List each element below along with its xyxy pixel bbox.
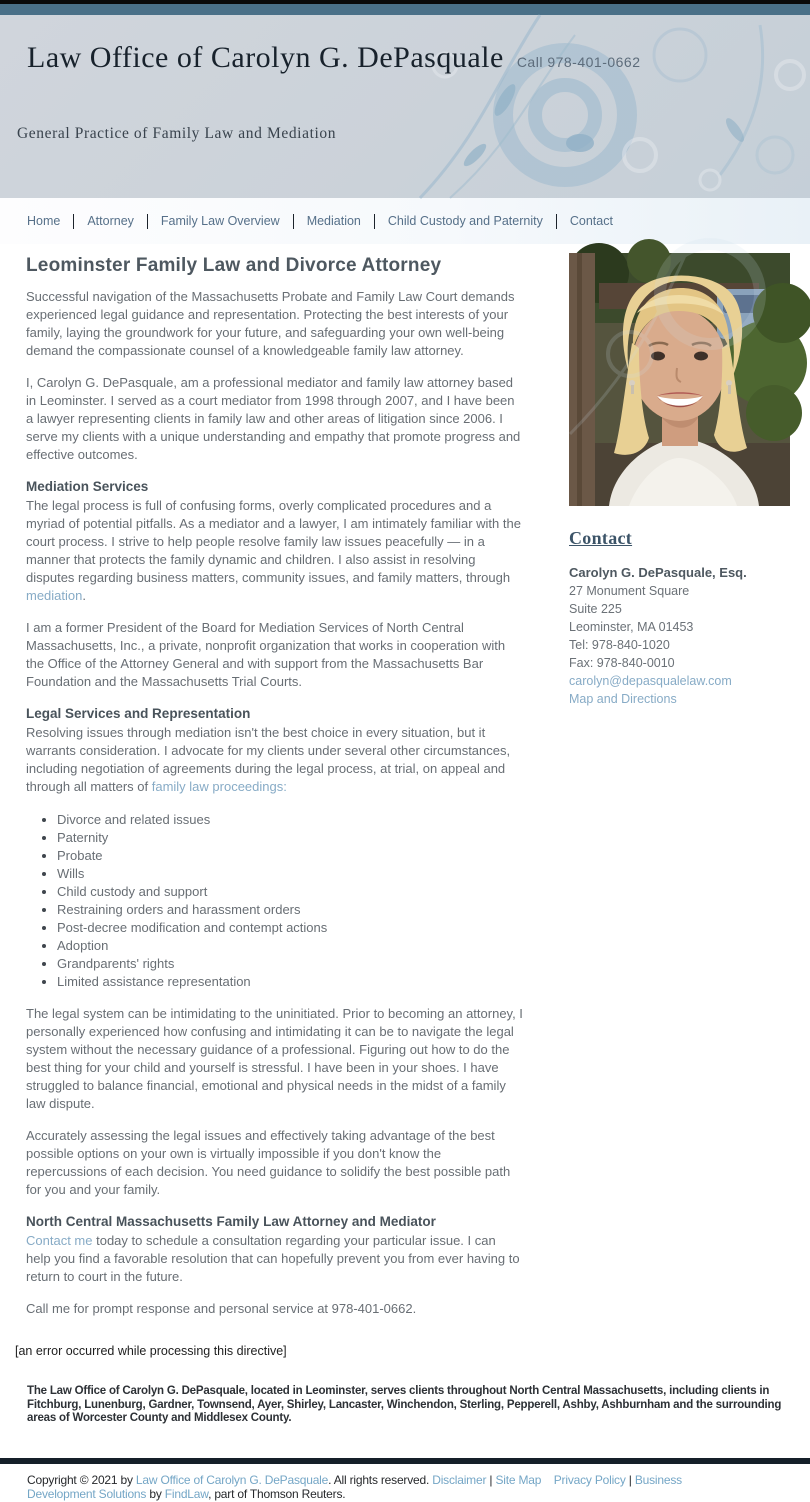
main-nav <box>0 198 810 244</box>
list-item: Limited assistance representation <box>26 973 523 991</box>
service-area-text: The Law Office of Carolyn G. DePasquale, located in Leominster, serves clients throughout North Central Massachusetts, including clients in Fitchburg, Lunenburg, Gardner, Townsend, Ayer, Shirley, Lancaster, Winchendon, Sterling, Pepperell, Ashby, Ashburnham and the surrounding areas of Worcester County and Middlesex County. <box>27 1385 782 1424</box>
intro-paragraph: Successful navigation of the Massachusetts Probate and Family Law Court demands experienced legal guidance and representation. Protecting the best interests of your family, laying the groundwork for your future, and safeguarding your own well-being demand the compassionate counsel of a knowledgeable family law attorney. <box>26 289 515 358</box>
bio-paragraph: I, Carolyn G. DePasquale, am a professional mediator and family law attorney based in Leominster. I served as a court mediator from 1998 through 2007, and I have been a lawyer representing clients in family law and other areas of litigation since 2006. I serve my clients with a unique understanding and empathy that promote progress and effective outcomes. <box>26 375 521 462</box>
site-tagline: General Practice of Family Law and Mediation <box>17 125 337 142</box>
main-column <box>26 253 523 1332</box>
header-phone: Call 978-401-0662 <box>516 54 641 70</box>
business-development-link[interactable]: Business Development Solutions <box>27 1472 686 1501</box>
mediation-paragraph <box>26 497 523 605</box>
board-paragraph: I am a former President of the Board for Mediation Services of North Central Massachusetts, Inc., a private, nonprofit organization that works in cooperation with the Office of the Attorney General and with support from the Massachusetts Bar Foundation and the Massachusetts Trial Courts. <box>26 620 506 689</box>
nav-divider <box>147 214 148 229</box>
site-header <box>0 15 810 198</box>
firm-link[interactable]: Law Office of Carolyn G. DePasquale <box>135 1472 329 1487</box>
legal-services-heading: Legal Services and Representation <box>26 706 251 721</box>
contact-me-link[interactable]: Contact me <box>26 1233 93 1248</box>
directive-error-text: [an error occurred while processing this directive] <box>15 1344 287 1358</box>
legal-paragraph-text: Resolving issues through mediation isn't the best choice in every situation, but it warrants consideration. I advocate for my clients under several other circumstances, including negotiation of agreements during the legal process, at trial, on appeal and through all matters of <box>26 725 511 794</box>
copyright-suffix: , part of Thomson Reuters. <box>208 1487 346 1501</box>
copyright-sep: | <box>486 1472 496 1487</box>
call-paragraph: Call me for prompt response and personal service at 978-401-0662. <box>26 1301 417 1316</box>
email-link[interactable]: carolyn@depasqualelaw.com <box>569 674 732 688</box>
contact-heading: Contact <box>569 528 633 548</box>
mediation-link[interactable]: mediation <box>26 588 83 603</box>
copyright-mid: . All rights reserved. <box>328 1472 433 1487</box>
disclaimer-link[interactable]: Disclaimer <box>432 1472 487 1487</box>
nav-item-child-custody[interactable]: Child Custody and Paternity <box>387 214 543 228</box>
site-title: Law Office of Carolyn G. DePasquale <box>27 41 504 74</box>
copyright-text <box>27 1473 737 1502</box>
list-item: Paternity <box>26 829 523 847</box>
nav-item-family-law-overview[interactable]: Family Law Overview <box>160 214 280 228</box>
list-item: Wills <box>26 865 523 883</box>
list-item: Divorce and related issues <box>26 811 523 829</box>
site-map-link[interactable]: Site Map <box>495 1472 542 1487</box>
north-central-heading: North Central Massachusetts Family Law Attorney and Mediator <box>26 1214 436 1229</box>
page-title: Leominster Family Law and Divorce Attorney <box>26 255 442 276</box>
top-accent-bar <box>0 0 810 15</box>
nav-item-contact[interactable]: Contact <box>569 214 613 228</box>
nav-divider <box>556 214 557 229</box>
contact-cta-text: today to schedule a consultation regarding your particular issue. I can help you find a favorable resolution that can hopefully prevent you from ever having to return to court in the future. <box>26 1233 520 1284</box>
list-item: Restraining orders and harassment orders <box>26 901 523 919</box>
privacy-policy-link[interactable]: Privacy Policy <box>553 1472 626 1487</box>
contact-address2: Suite 225 <box>569 602 622 616</box>
services-list <box>26 811 523 991</box>
copyright-sep <box>541 1473 554 1487</box>
contact-tel: Tel: 978-840-1020 <box>569 638 670 652</box>
contact-name: Carolyn G. DePasquale, Esq. <box>569 565 747 580</box>
nav-divider <box>374 214 375 229</box>
contact-address1: 27 Monument Square <box>569 584 690 598</box>
list-item: Post-decree modification and contempt actions <box>26 919 523 937</box>
list-item: Adoption <box>26 937 523 955</box>
nav-divider <box>73 214 74 229</box>
contact-cta-paragraph <box>26 1232 523 1286</box>
attorney-photo <box>569 253 790 506</box>
mediation-services-heading: Mediation Services <box>26 479 149 494</box>
list-item: Grandparents' rights <box>26 955 523 973</box>
nav-item-home[interactable]: Home <box>27 214 61 228</box>
nav-item-mediation[interactable]: Mediation <box>306 214 361 228</box>
contact-fax: Fax: 978-840-0010 <box>569 656 675 670</box>
content-area <box>0 244 810 1332</box>
list-item: Probate <box>26 847 523 865</box>
copyright-by: by <box>146 1487 165 1501</box>
copyright-prefix: Copyright © 2021 by <box>27 1472 136 1487</box>
empathy-paragraph: The legal system can be intimidating to the uninitiated. Prior to becoming an attorney, I personally experienced how confusing and intimidating it can be to navigate the legal system without the necessary guidance of a professional. Figuring out how to do the best thing for your child and yourself is stressful. I have been in your shoes. I have struggled to balance financial, emotional and physical needs in the midst of a family law dispute. <box>26 1006 523 1111</box>
contact-address3: Leominster, MA 01453 <box>569 620 694 634</box>
bottom-accent-bar <box>0 1458 810 1464</box>
sidebar <box>569 253 790 1332</box>
family-law-proceedings-link[interactable]: family law proceedings: <box>151 779 287 794</box>
legal-paragraph <box>26 724 523 796</box>
findlaw-link[interactable]: FindLaw <box>164 1487 209 1501</box>
mediation-paragraph-text: The legal process is full of confusing forms, overly complicated procedures and a myriad of potential pitfalls. As a mediator and a lawyer, I am intimately familiar with the court process. I strive to help people resolve family law issues peacefully — in a manner that protects the family dynamic and children. I also assist in resolving disputes regarding business matters, community issues, and family matters, through <box>26 498 521 585</box>
nav-item-attorney[interactable]: Attorney <box>87 214 134 228</box>
mediation-paragraph-period: . <box>82 588 86 603</box>
map-directions-link[interactable]: Map and Directions <box>569 692 677 706</box>
nav-divider <box>293 214 294 229</box>
guidance-paragraph: Accurately assessing the legal issues and effectively taking advantage of the best possible options on your own is virtually impossible if you don't know the repercussions of each decision. You need guidance to solidify the best possible path for you and your family. <box>26 1128 511 1197</box>
footer <box>0 1344 810 1502</box>
copyright-sep: | <box>625 1472 635 1487</box>
list-item: Child custody and support <box>26 883 523 901</box>
